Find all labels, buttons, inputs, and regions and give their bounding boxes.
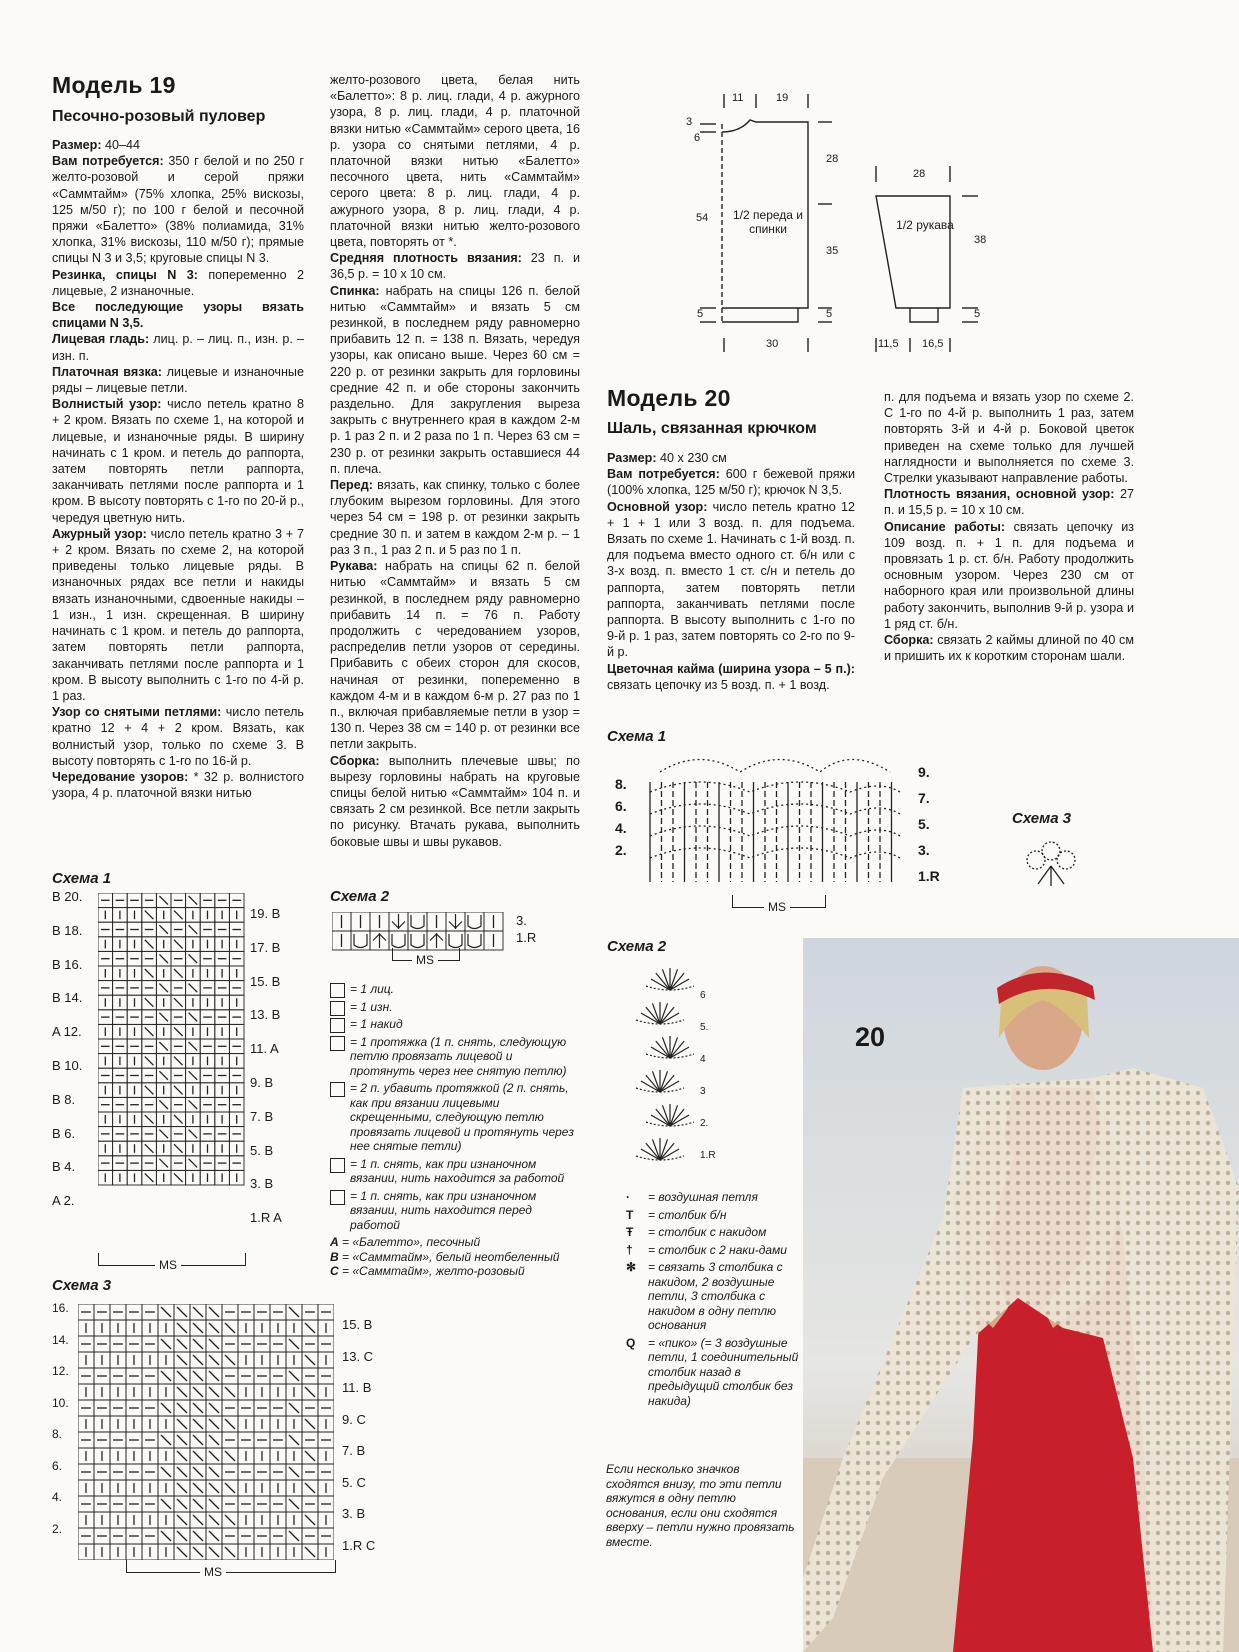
row-label: 9. (918, 764, 930, 780)
legend-symbol-icon (330, 1001, 345, 1016)
row-label: 3. B (342, 1506, 366, 1521)
dim-rib-left: 5 (697, 308, 704, 320)
crochet-symbol-icon: Ŧ (626, 1225, 634, 1239)
legend-item (330, 1000, 580, 1015)
legend-symbol-icon (330, 1190, 345, 1205)
legend-item (608, 1208, 803, 1223)
row-label: 7. B (342, 1443, 366, 1458)
paragraph (884, 519, 1134, 632)
paragraph-text: попеременно 2 лицевые, 2 изнаночные. (52, 267, 304, 298)
paragraph-heading: Описание работы: (884, 519, 1006, 534)
row-label: 5. B (250, 1142, 274, 1158)
legend-symbol-icon (330, 983, 345, 998)
row-label: 14. (52, 1332, 69, 1347)
paragraph-heading: Узор со снятыми петлями: (52, 705, 222, 720)
paragraph-text: связать 2 каймы длиной по 40 см и пришить их к коротким сторонам шали. (884, 633, 1134, 664)
paragraph-heading: Вам потребуется: (52, 154, 164, 169)
crochet-symbol-icon: Q (626, 1335, 636, 1350)
legend-text: = столбик с 2 наки-дами (648, 1242, 787, 1257)
row-label: 7. (918, 790, 930, 806)
paragraph-text: желто-розового цвета, белая нить «Балетто»: 8 р. лиц. глади, 4 р. ажурного узора, 8 р. лиц. глади, 4 р. платочной вязки нитью «Саммтайм» серого цвета, 16 р. узора со снятыми петлями, 4 р. платочной вязки нитью «Балетто» песочного цвета, нить «Саммтайм» серого цвета: 8 р. лиц. глади, 4 р. ажурного узора, 8 р. лиц. глади, 4 р. платочной вязки нитью желто-розового цвета, повторять от *. (330, 73, 580, 250)
paragraph (52, 299, 304, 331)
paragraph-text: 40–44 (101, 138, 141, 152)
legend-text: = связать 3 столбика с накидом, 2 воздушные петли, 3 столбика с накидом в одну петлю основания (648, 1260, 783, 1332)
paragraph (52, 137, 304, 153)
model20-schema1-ms-label: MS (764, 900, 790, 914)
paragraph-heading: Цветочная кайма (ширина узора – 5 п.): (607, 661, 855, 676)
paragraph-text: * 32 р. волнистого узора, 4 р. платочной вязки нитью (52, 769, 304, 801)
paragraph (330, 558, 580, 752)
paragraph (52, 396, 304, 526)
row-label: B 10. (52, 1058, 83, 1073)
row-label: A 12. (52, 1024, 82, 1040)
row-label: 2. (52, 1521, 63, 1536)
paragraph (884, 389, 1134, 486)
legend-text: = «пико» (= 3 воздушные петли, 1 соединительный столбик назад в предыдущий столбик без накида) (648, 1335, 799, 1408)
paragraph (884, 632, 1134, 664)
legend-text: = столбик с накидом (648, 1225, 767, 1239)
paragraph-text: выполнить плечевые швы; по вырезу горловины набрать на круговые спицы белой нитью «Саммтайм» 104 п. и связать 2 см резинкой. Все петли закрыть по рисунку. Втачать рукава, выполнить боковые швы и швы рукавов. (330, 753, 580, 849)
legend-item (330, 1035, 580, 1079)
paragraph-text: набрать на спицы 126 п. белой нитью «Саммтайм» и вязать 5 см резинкой, в последнем ряду равномерно прибавить 12 п. = 138 п. Вязать, чередуя узоры, как описано выше. Через 60 см = 220 р. от резинки закрыть для горловины средние 42 п. и обе стороны закончить раздельно. Для закругления выреза закрыть с внутреннего края в каждом 2-м р. 1 раз 2 п. и 2 раза по 1 п. Через 63 см = 230 р. от резинки закрыть оставшиеся 44 п. плеча. (330, 283, 580, 476)
crochet-symbol-icon: † (626, 1242, 633, 1257)
paragraph-heading: Сборка: (884, 633, 934, 648)
model19-schema3-ms-bracket (126, 1560, 336, 1573)
yarn-value: = «Балетто», песочный (338, 1235, 481, 1249)
paragraph (607, 499, 855, 661)
paragraph (52, 153, 304, 266)
paragraph-text: лицевые и изнаночные ряды – лицевые петли. (52, 364, 304, 396)
paragraph-heading: Основной узор: (607, 499, 708, 514)
legend-text: = 1 накид (350, 1017, 403, 1031)
dim-neck-3: 3 (686, 116, 693, 128)
paragraph (884, 486, 1134, 518)
model19-title: Модель 19 (52, 72, 176, 98)
dim-h-35: 35 (826, 245, 839, 257)
model19-schema1-ms-label: MS (155, 1258, 181, 1272)
paragraph-text: число петель кратно 3 + 7 + 2 кром. Вязать по схеме 2, на которой приведены только лицевые ряды. В изнаночных рядах все петли и накиды вязать изнаночными, сдвоенные накиды – 1 изн., 1 изн. скрещенная. В ширину начинать с 1 кром. и петель до раппорта, затем повторять петли раппорта, заканчивать петлями после раппорта и 1 кром. В высоту выполнить с 1-го по 4-й р. 1 раз. (52, 526, 304, 703)
dim-sleeve-top-28: 28 (913, 168, 926, 180)
model19-legend (330, 982, 580, 1279)
model19-column-1 (52, 137, 304, 801)
model20-subtitle: Шаль, связанная крючком (607, 420, 817, 437)
dim-sleeve-h-38: 38 (974, 234, 987, 246)
yarn-key: A (330, 1235, 339, 1249)
legend-item (330, 1189, 580, 1233)
row-label: B 8. (52, 1091, 76, 1107)
paragraph (330, 72, 580, 250)
legend-text: = 1 лиц. (350, 982, 394, 996)
model19-schema3-ms-label: MS (200, 1565, 226, 1579)
row-label: B 6. (52, 1125, 76, 1141)
paragraph-text: связать цепочку из 109 возд. п. + 1 п. для подъема и провязать 1 р. ст. б/н. Работу продолжить основным узором. Через 230 см от наборного края или произвольной длины работу закончить, выполнив 9-й р. узора и 1 ряд ст. б/н. (884, 519, 1135, 631)
paragraph-heading: Чередование узоров: (52, 769, 189, 784)
paragraph-heading: Средняя плотность вязания: (330, 251, 522, 266)
row-label: 8. (615, 776, 627, 792)
row-label: 6. (52, 1458, 63, 1473)
paragraph-text: набрать на спицы 62 п. белой нитью «Саммтайм» и вязать 5 см резинкой, в последнем ряду равномерно прибавить 14 п. = 76 п. Работу продолжить с чередованием узоров, распределив петли узоров от середины. Прибавить с обеих сторон для скосов, начиная от резинки, попеременно в каждом 4-м и в каждом 6-м р. 27 раз по 1 п., включая прибавляемые петли в узор = 130 п. Через 38 см = 140 р. от резинки все петли закрыть. (330, 559, 580, 752)
paragraph (52, 331, 304, 363)
row-label: 10. (52, 1395, 69, 1410)
legend-symbol-icon (330, 1158, 345, 1173)
crochet-symbol-icon: ✻ (626, 1260, 637, 1274)
paragraph (52, 526, 304, 704)
yarn-key: B (330, 1249, 339, 1264)
paragraph (607, 661, 855, 693)
row-label: B 4. (52, 1159, 76, 1175)
model19-schema1-grid (98, 893, 246, 1253)
row-label: 3. B (250, 1176, 274, 1192)
paragraph-heading: Сборка: (330, 753, 380, 768)
dim-sleeve-b-16-5: 16,5 (922, 338, 944, 350)
row-label: 6. (615, 798, 627, 814)
row-label: 5. C (342, 1474, 366, 1490)
paragraph-text: 40 x 230 см (656, 451, 727, 465)
dim-sleeve-rib-5: 5 (974, 308, 981, 320)
paragraph-text: число петель кратно 8 + 2 кром. Вязать по схеме 1, на которой и лицевые, и изнаночные ряды. В ширину начинать с 1 кром. и петель до раппорта, затем повторять петли раппорта, заканчивать петлями после раппорта и 1 кром. В высоту повторять с 1-го по 20-й р., чередуя цветную нить. (52, 397, 304, 525)
model19-column-2 (330, 72, 580, 850)
paragraph (52, 364, 304, 396)
legend-text: = столбик б/н (648, 1207, 727, 1222)
paragraph-text: 600 г бежевой пряжи (100% хлопка, 125 м/50 г); крючок N 3,5. (607, 467, 856, 498)
model20-column-1 (607, 450, 855, 693)
row-label: 6 (700, 990, 706, 1001)
legend-item (330, 982, 580, 997)
legend-text: = 1 п. снять, как при изнаночном вязании, нить находится перед работой (350, 1188, 537, 1232)
row-label: 19. B (250, 906, 281, 921)
row-label: 1.R A (250, 1210, 282, 1226)
yarn-legend-item (330, 1250, 580, 1265)
dim-rib-right: 5 (826, 308, 833, 320)
paragraph (330, 250, 580, 282)
model19-schema3-grid (78, 1304, 334, 1560)
model19-schema2-row1: 1.R (516, 930, 537, 945)
photo-model-number: 20 (855, 1022, 886, 1052)
legend-text: = 1 п. снять, как при изнаночном вязании, нить находится за работой (350, 1156, 565, 1185)
row-label: 2. (700, 1118, 709, 1129)
paragraph-text: п. для подъема и вязать узор по схеме 2. С 1-го по 4-й р. выполнить 1 раз, затем повторять 3-й и 4-й р. Боковой цветок приведен на схеме только для лучшей наглядности и выполняется по схеме 3. Стрелки указывают направление работы. (884, 390, 1134, 486)
row-label: 13. C (342, 1348, 374, 1364)
legend-text: = воздушная петля (648, 1190, 758, 1204)
paragraph-heading: Размер: (607, 451, 657, 465)
row-label: 11. A (250, 1041, 279, 1057)
row-label: 5. (700, 1022, 709, 1033)
paragraph-heading: Резинка, спицы N 3: (52, 267, 198, 282)
model20-schema1-chart (640, 752, 910, 897)
model20-schema3-flower (1016, 836, 1086, 896)
row-label: 4 (700, 1054, 706, 1065)
row-label: 15. B (342, 1317, 373, 1332)
legend-symbol-icon (330, 1018, 345, 1033)
model20-schema2-title: Схема 2 (607, 938, 667, 955)
paragraph (607, 450, 855, 466)
dim-top-11: 11 (732, 92, 744, 104)
yarn-value: = «Саммтайм», желто-розовый (338, 1264, 525, 1278)
paragraph-text: связать цепочку из 5 возд. п. + 1 возд. (607, 677, 830, 692)
model20-note: Если несколько значков сходятся внизу, то эти петли вяжутся в одну петлю основания, если они сходятся вверху – петли нужно провязать вместе. (606, 1462, 795, 1549)
row-label: B 16. (52, 956, 83, 972)
dim-h-28: 28 (826, 153, 839, 165)
paragraph-heading: Рукава: (330, 559, 378, 574)
dim-bottom-30: 30 (766, 338, 779, 350)
legend-item (608, 1243, 803, 1258)
paragraph (607, 466, 855, 498)
model19-schema2-row3: 3. (516, 913, 527, 928)
model20-legend (608, 1190, 803, 1411)
model20-column-2 (884, 389, 1134, 664)
legend-item (608, 1336, 803, 1409)
crochet-symbol-icon: T (626, 1207, 634, 1222)
dim-h-54: 54 (696, 212, 709, 224)
row-label: 17. B (250, 939, 281, 955)
paragraph-heading: Спинка: (330, 283, 380, 298)
row-label: 15. B (250, 973, 281, 989)
paragraph (52, 769, 304, 801)
legend-symbol-icon (330, 1036, 345, 1051)
row-label: 8. (52, 1427, 63, 1441)
paragraph-heading: Перед: (330, 478, 373, 493)
row-label: 7. B (250, 1108, 274, 1124)
legend-item (608, 1225, 803, 1240)
yarn-key: C (330, 1264, 339, 1278)
paragraph-text: лиц. р. – лиц. п., изн. р. – изн. п. (52, 332, 304, 363)
legend-item (608, 1260, 803, 1333)
paragraph (330, 283, 580, 477)
paragraph-text: 350 г белой и по 250 г желто-розовой и серой пряжи «Саммтайм» (75% хлопка, 25% вискозы, 125 м/50 г); по 100 г белой и песочной пряжи «Балетто» (38% полиамида, 31% хлопка, 31% вискозы, 110 м/50 г); прямые спицы N 3 и 3,5; круговые спицы N 3. (52, 154, 305, 266)
paragraph (52, 704, 304, 769)
legend-item (330, 1157, 580, 1186)
paragraph-heading: Платочная вязка: (52, 364, 162, 379)
row-label: 1.R (700, 1150, 716, 1161)
model20-schema2-chart (620, 960, 730, 1180)
paragraph-heading: Лицевая гладь: (52, 332, 150, 347)
sleeve-piece-label: 1/2 рукава (896, 218, 954, 232)
paragraph-text: вязать, как спинку, только с более глубоким вырезом горловины. Для этого через 54 см = 198 р. от резинки закрыть средние 30 п. и затем в каждом 2-м р. – 1 раз 3 п., 1 раз 2 п. и 5 раз по 1 п. (330, 478, 580, 557)
model20-schema1-title: Схема 1 (607, 728, 667, 745)
legend-text: = 2 п. убавить протяжкой (2 п. снять, как при вязании лицевыми скрещенными, следующую петлю провязать лицевой и протянуть через нее снятые петли) (350, 1081, 574, 1153)
row-label: 16. (52, 1301, 69, 1315)
dim-sleeve-b-11-5: 11,5 (878, 338, 899, 350)
row-label: 3 (700, 1086, 706, 1097)
row-label: 1.R C (342, 1537, 376, 1553)
paragraph (52, 267, 304, 299)
row-label: 4. (52, 1490, 63, 1504)
model19-schema2-grid (332, 912, 512, 952)
legend-item (608, 1190, 803, 1205)
row-label: 1.R (918, 868, 940, 884)
body-piece-label: 1/2 переда и спинки (733, 208, 803, 236)
row-label: B 14. (52, 990, 83, 1006)
paragraph (330, 477, 580, 558)
model19-schema1-title: Схема 1 (52, 870, 112, 887)
paragraph-heading: Волнистый узор: (52, 397, 162, 412)
row-label: 11. B (342, 1380, 372, 1395)
legend-item (330, 1017, 580, 1032)
paragraph-heading: Все последующие узоры вязать спицами N 3,5. (52, 300, 304, 331)
model20-title: Модель 20 (607, 385, 731, 411)
yarn-legend-item (330, 1235, 580, 1250)
paragraph-text: 23 п. и 36,5 р. = 10 x 10 см. (330, 251, 580, 282)
row-label: 12. (52, 1364, 69, 1378)
paragraph-heading: Ажурный узор: (52, 526, 147, 541)
legend-text: = 1 протяжка (1 п. снять, следующую петлю провязать лицевой и протянуть через нее снятую петлю) (350, 1034, 567, 1078)
row-label: 13. B (250, 1007, 281, 1023)
paragraph-heading: Плотность вязания, основной узор: (884, 487, 1115, 502)
crochet-symbol-icon: · (626, 1190, 630, 1204)
model19-schema2-title: Схема 2 (330, 888, 390, 905)
paragraph-text: число петель кратно 12 + 1 + 1 или 3 возд. п. для подъема. Вязать по схеме 1. Начинать с 1-й возд. п. для подъема вместо одного ст. б/н или с 3-х возд. п. вместо 1 ст. с/н и петель до раппорта, затем повторять петли раппорта, заканчивать петлями после раппорта. В высоту выполнить с 1-го по 9-й р. 1 раз, затем повторять со 2-го по 9-й р. (607, 499, 855, 660)
paragraph-text: 27 п. и 15,5 р. = 10 x 10 см. (884, 487, 1134, 518)
model20-schema3-title: Схема 3 (1012, 810, 1072, 827)
model19-schema3-title: Схема 3 (52, 1277, 112, 1294)
row-label: B 18. (52, 922, 83, 938)
model19-schema2-ms-label: MS (412, 953, 438, 967)
legend-text: = 1 изн. (350, 999, 393, 1014)
paragraph-heading: Вам потребуется: (607, 467, 720, 482)
paragraph-text: число петель кратно 12 + 4 + 2 кром. Вязать, как волнистый узор, только по схеме 3. В высоту повторять с 1-го по 16-й р. (52, 705, 304, 768)
row-label: 9. C (342, 1411, 366, 1427)
dim-top-19: 19 (776, 92, 789, 104)
yarn-value: = «Саммтайм», белый неотбеленный (338, 1249, 560, 1264)
model19-subtitle: Песочно-розовый пуловер (52, 108, 266, 125)
paragraph-heading: Размер: (52, 138, 102, 152)
legend-item (330, 1081, 580, 1154)
dim-neck-6: 6 (694, 132, 701, 144)
legend-symbol-icon (330, 1082, 345, 1097)
row-label: 2. (615, 842, 627, 858)
row-label: B 20. (52, 889, 83, 904)
paragraph (330, 753, 580, 850)
row-label: 3. (918, 842, 930, 858)
row-label: 4. (615, 820, 627, 836)
row-label: 5. (918, 816, 930, 832)
yarn-legend-item (330, 1264, 580, 1279)
row-label: 9. B (250, 1075, 274, 1090)
row-label: A 2. (52, 1193, 75, 1209)
